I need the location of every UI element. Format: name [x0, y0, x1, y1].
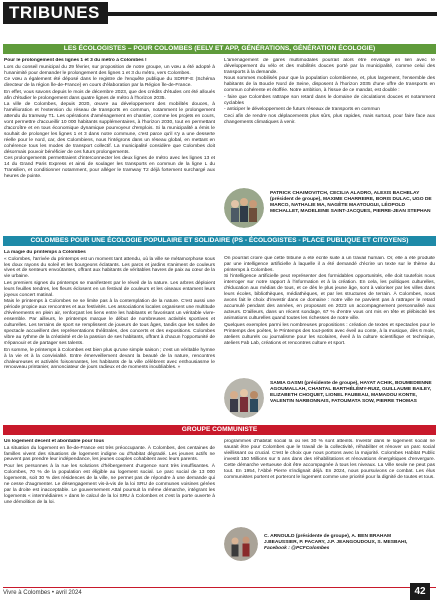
- section-bar-ecologistes: LES ÉCOLOGISTES – POUR COLOMBES (EELV ET APP, GÉNÉRATIONS, GÉNÉRATION ÉCOLOGIE): [3, 44, 436, 54]
- paragraph: On pourrait croire que cette tribune a été écrite suite à un travail humain. Or, elle a été produite par une intelligence artificielle à laquelle il a été demandé d'écrire un texte sur le thème du printemps à Colombes.: [224, 256, 435, 273]
- paragraph: En effet, vous savons depuis le mois de décembre 2023, que des crédits d'études ont été alloués afin d'étudier le prolongement dans quatre lignes de métro à l'horizon 2035.: [4, 89, 215, 101]
- paragraph: L'aménagement de gares multimodales pourrait alors être envisagé en lien avec le développement du vélo et des mobilités douces porté par la municipalité, comme celui des transports à la demande.: [224, 58, 435, 75]
- paragraph: « Colombes, l'arrivée du printemps est un moment tant attendu, où la ville se métamorphose sous les doux rayons du soleil et les bourgeons éclatants. Les parcs et jardins s'animent de couleurs vives et de senteurs envoûtantes, offrant aux habitants de véritables havres de paix au cœur de la vie urbaine.: [4, 256, 215, 280]
- communiste-left-column: [4, 439, 215, 577]
- paragraph: Pour les personnes à la rue les solutions d'hébergement d'urgence sont très insuffisantes. À Colombes, 70 % de la population est éligible au logement social. Le parc social de 13 000 logements, soit 30 % des résidences de la ville, ne permet pas de répondre à une demande qui ne cesse d'augmenter. Le désengagement vis-à-vis de la loi SRU de communes voisines gérées par la droite est inacceptable. Le gouvernement Attal poursuit la même démarche, intégrant les logements « intermédiaires » dans le calcul de la loi SRU à Colombes et c'est la porte ouverte à une démolition de la loi.: [4, 464, 215, 505]
- paragraph: - anticiper le développement de futurs réseaux de transports en commun: [224, 107, 380, 113]
- signature-text: [264, 527, 407, 552]
- ecologie-populaire-left-column: [4, 250, 215, 427]
- paragraph: Mais le printemps à Colombes ne se limite pas à la contemplation de la nature. C'est aussi une période propice aux rencontres et aux festivités. Les associations locales organisent une multitude d'événements en plein air, renforçant les liens entre les habitants et favorisant un véritable vivre-ensemble. Par ailleurs, le printemps marque le début de nombreuses activités sportives et culturelles. Les terrains de sport se remplissent de joueurs de tous âges, tandis que les salles de spectacle accueillent des représentations théâtrales, des concerts et des expositions. Colombes vibre au rythme de la créativité et de la passion de ses habitants, offrant à chacun l'opportunité de s'épanouir et de partager ses talents.: [4, 299, 215, 347]
- magazine-issue: Vivre à Colombes • avril 2024: [3, 590, 82, 596]
- group-photo: [224, 378, 264, 418]
- paragraph: La ville de Colombes, depuis 2020, œuvre au développement des mobilités douces, à l'amélioration et l'extension du réseau de transports en commun, notamment le prolongement attendu du tramway T1. Les opérations d'aménagement en chantier, comme les projets en cours, vont permettre d'accueillir 10 000 habitants supplémentaires, à l'horizon 2030, tout en permettant d'accroître et en tous économique dynamique pourvoyeur d'emplois. Si la municipalité a émis le souhait de prolonger les lignes 1 et 3 dans notre commune, c'est parce qu'il s'y a une desserte réelle pour le nord, car, des Colombiens, nous l'intégrons dans un réseau global, en mettant en cohérence tous les modes de transport collectif. La municipalité considère que Colombes doit désormais pouvoir bénéficier de ces futurs prolongements.: [4, 102, 215, 155]
- ecologistes-right-column: [224, 58, 435, 158]
- paragraph: Les premiers signes du printemps se manifestent par le réveil de la nature. Les arbres déploient leurs feuilles tendres, les fleurs éclosent en un festival de couleurs et les oiseaux entament leurs joyeux concert matinal.: [4, 280, 215, 298]
- group-photo: [224, 527, 258, 561]
- signature-line: C. ARNOULD (présidente de groupe), A. BEN BRAHAM: [264, 534, 392, 539]
- ecologie-populaire-signature: [224, 378, 435, 418]
- section-bar-ecologie-populaire: COLOMBES POUR UNE ÉCOLOGIE POPULAIRE ET SOLIDAIRE (PS - ÉCOLOGISTES - PLACE PUBLIQUE ET CITOYENS): [3, 236, 436, 246]
- page-header: [0, 0, 439, 26]
- paragraph: programmes d'habitat social là où les 30 % sont atteints. Investir dans le logement social ne saurait être pour Colombes que le travail de la collectivité, réhabiliter et rénover un parc social vieillissant ou crucial. C'est le choix que nous portons avec la majorité. Colombes Habitat Public investit 150 Millions sur 5 ans dans des réhabilitations et rénovations énergétiques d'envergure. Cette démarche vertueuse doit être accompagnée à tous les niveaux. La Ville seule ne peut pas tout. En 1954, l'Abbé Pierre s'indignait déjà. En 2024, nous poursuivons ce combat. Les élus communistes portent et porteront le logement comme une priorité pour la dignité de toutes et tous.: [224, 439, 435, 480]
- ecologistes-left-column: [4, 58, 215, 258]
- paragraph: Lors du conseil municipal du 29 février, sur proposition de notre groupe, un vœu a été adopté à l'unanimité pour demander le prolongement des lignes 1 et 3 du métro, vers Colombes.: [4, 64, 215, 76]
- section-lead: Pour le prolongement des lignes 1 et 3 du métro à Colombes !: [4, 58, 147, 63]
- paragraph: Ces prolongements permettraient d'interconnecter les deux lignes de métro avec les lignes 13 et 14 du Grand Paris Express et ainsi de soulager les transports en commun de la ligne L du Transilien, et conditionner notamment, pour alléger le tramway T2 déjà fortement surchargé aux heures de pointe.: [4, 156, 215, 180]
- paragraph: La situation du logement en Île-de-France est très préoccupante. À Colombes, des centaines de familles vivent des situations de logement indigne ou d'habitat dégradé. Les jeunes actifs ne peuvent pas prendre leur indépendance, les jeunes couples cohabitent avec leurs parents.: [4, 445, 215, 463]
- facebook-handle: Facebook : @PCFColombes: [264, 546, 330, 551]
- signature-text: PATRICK CHAIMOVITCH, CECILIA ALADRO, ALEXIS BACHELAY (président de groupe), MAXIME CHARREIRE, BORIS DULAC, UGO DE MARCO, NATHALIE MA, NAGÈTE MAATOUGUI, LÉOPOLD MICHALLET, MADELEINE SAINT-JACQUES, PIERRE-JEAN STEPHAN: [270, 191, 432, 214]
- title-stripe: [108, 12, 437, 16]
- communiste-signature: [224, 527, 435, 561]
- signature-text: SAMIA GASMI (présidente de groupe), HAYAT ACHIK, BOUMEDIENNE AGOUMALLAH, CHANTAL BARTHÉLÉMY-RUIZ, GUILLAUME BAILEY, ELIZABETH CHOQUET, LIONEL FAUBEAU, MAMADOU KONTE, VALENTIN NARBONNAIS, FATOUMATA SOW, PIERRE THOMAS: [270, 381, 432, 404]
- paragraph: Si l'intelligence artificielle peut représenter des formidables opportunités, elle doit toutefois nous interroger sur notre rapport à l'information et à la création. En cela, les politiques culturelles, d'éducation aux médias de tous, et ce dès le plus jeune âge, sont à valoriser par les villes dans leurs écoles, bibliothèques, médiathèques, et par les structures de terrain. À Colombes, nous avons fait le choix d'investir dans ce domaine : notre ville ne parvient pas à rattraper le retard accumulé pendant des années, en proposant en 2023 un accompagnement personnalisé aux acteurs. D'ailleurs, dans un récent sondage, 67 % d'entre vous ont mis en tête et plébiscité les animations culturelles quand toutes les richesses de notre ville.: [224, 274, 435, 322]
- group-photo: [224, 188, 264, 228]
- page-title: TRIBUNES: [3, 2, 108, 24]
- paragraph: En somme, le printemps à Colombes est bien plus qu'une simple saison ; c'est un véritable hymne à la vie et à la convivialité. Entre émerveillement devant la beauté de la nature, rencontres chaleureuses et activités foisonnantes, les habitants de la ville célèbrent avec enthousiasme le renouveau printanier, annonciateur de jours radieux et de moments inoubliables. »: [4, 347, 215, 371]
- paragraph: Quelques exemples parmi les nombreuses propositions : création de textes et spectacles pour le Printemps des poètes, le Printemps des tout-petits avec éveil au conte, à la musique, dès 6 mois, ateliers culturels ou journalisme pour les scolaires, éveil à la culture scientifique et technique, ateliers Fab Lab, créations et rencontres culture et sport.: [224, 322, 435, 346]
- footer-rule: [3, 587, 436, 588]
- section-bar-communiste: GROUPE COMMUNISTE: [3, 425, 436, 435]
- ecologistes-signature: [224, 188, 435, 228]
- signature-line: J.BEAUSSIER, P. PACARY, J.P. JEANGOUDOUX, S. MESBAHI,: [264, 540, 408, 545]
- section-lead: Un logement décent et abordable pour tous: [4, 439, 105, 444]
- paragraph: Nous sommes mobilisés pour que la population colombienne, et, plus largement, l'ensemble des habitants de la Boucle Nord de Seine, disposent à l'horizon 2035 d'une offre de transports en commun cohérente et étoffée. Notre ambition, à l'issue de ce mandat, est double :: [224, 76, 435, 94]
- communiste-right-column: [224, 439, 435, 517]
- paragraph: Ce vœu a également été déposé dans le registre de l'enquête publique du SDRIF-E (Schéma directeur de la région Île-de-France) en cours d'élaboration par la Région Île-de-France.: [4, 77, 215, 88]
- ecologie-populaire-right-column: [224, 256, 435, 374]
- section-lead: La magie du printemps à Colombes: [4, 250, 86, 255]
- page-number: 42: [410, 583, 430, 600]
- paragraph: - faire que Colombes rattrape son retard dans le domaine de circulations douces et notamment cyclables: [224, 94, 435, 106]
- page-footer: [3, 583, 436, 600]
- paragraph: Ceci afin de rendre nos déplacements plus sûrs, plus rapides, mais surtout, pour faire face aux changements climatiques à venir.: [224, 113, 435, 125]
